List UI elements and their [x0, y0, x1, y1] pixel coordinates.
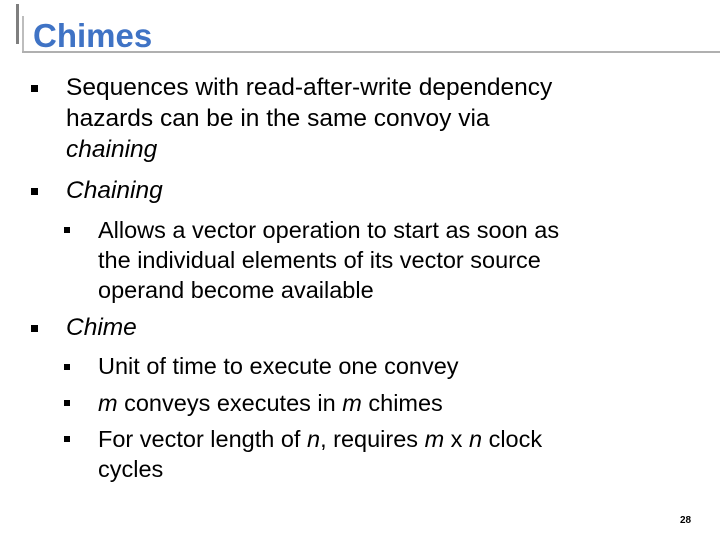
bullet-3-sub-3-line-2: cycles [98, 456, 164, 482]
bullet-3-sub-1: Unit of time to execute one convey [98, 353, 459, 379]
bullet-marker [31, 85, 38, 92]
bullet-1-line-3: chaining [66, 136, 158, 163]
page-number: 28 [680, 515, 692, 526]
text-segment: chimes [361, 390, 443, 416]
sub-bullet-marker [64, 400, 70, 406]
text-segment: , requires [320, 426, 425, 452]
text-segment: conveys executes in [117, 390, 343, 416]
var-m: m [424, 426, 445, 452]
text-segment: clock [482, 426, 543, 452]
var-m: m [98, 390, 118, 416]
sub-bullet-marker [64, 227, 70, 233]
bullet-3-sub-2 [98, 388, 443, 418]
slide-title: Chimes [33, 17, 153, 54]
bullet-2-label: Chaining [66, 177, 163, 204]
bullet-1-line-1: Sequences with read-after-write dependency [66, 74, 553, 101]
bullet-3-sub-3-line-1 [98, 424, 542, 454]
bullet-2-sub-line-2: the individual elements of its vector source [98, 247, 541, 273]
sub-bullet-marker [64, 436, 70, 442]
header-accent-bar-light [22, 16, 24, 52]
bullet-3-sub-3 [98, 424, 542, 484]
var-n: n [468, 426, 483, 452]
bullet-1-line-2: hazards can be in the same convoy via [66, 105, 490, 132]
bullet-2-sub-line-1: Allows a vector operation to start as soon as [98, 217, 560, 243]
bullet-2-sub-line-3: operand become available [98, 277, 374, 303]
var-n: n [307, 426, 321, 452]
text-segment: x [444, 426, 469, 452]
var-m: m [342, 390, 362, 416]
bullet-3-label: Chime [66, 314, 137, 341]
sub-bullet-marker [64, 364, 70, 370]
header-accent-bar-dark [16, 4, 19, 44]
bullet-2-sub-text [98, 215, 559, 305]
text-segment: For vector length of [98, 426, 307, 452]
bullet-marker [31, 188, 38, 195]
bullet-1-text [66, 72, 552, 165]
bullet-marker [31, 325, 38, 332]
